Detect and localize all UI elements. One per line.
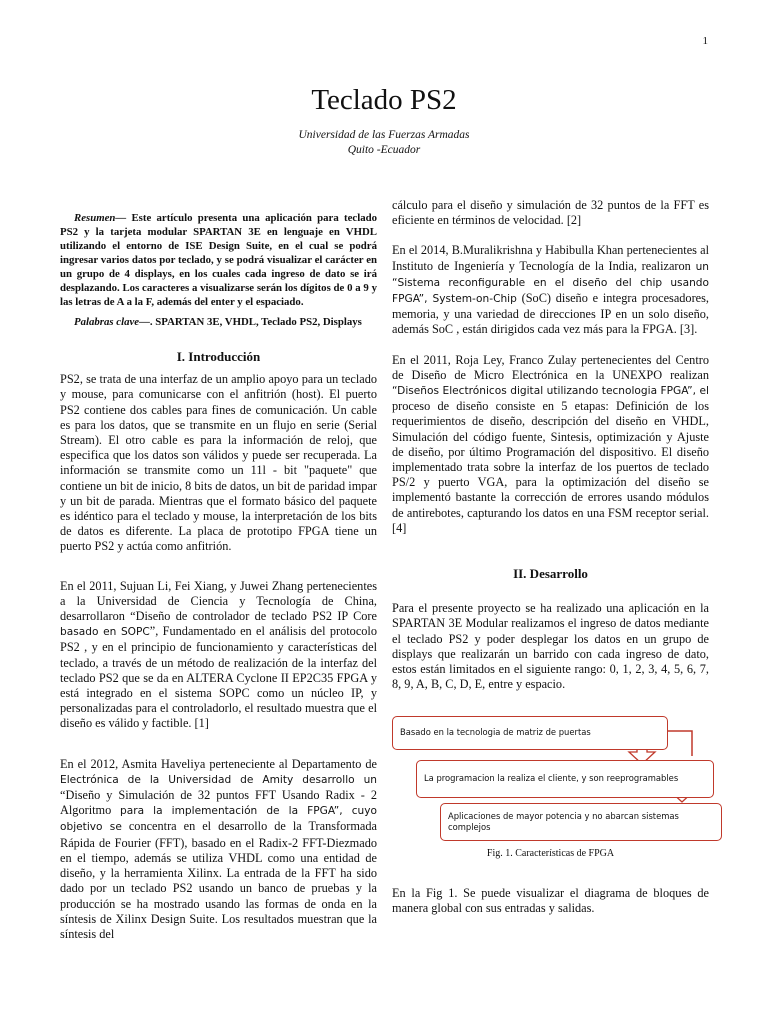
right-paragraph-2 — [392, 243, 709, 337]
intro-p2-text-b: basado en SOPC — [60, 626, 150, 639]
desarrollo-paragraph-2-wrap — [392, 886, 709, 916]
keywords — [60, 315, 377, 329]
page-number: 1 — [702, 35, 708, 47]
intro-paragraph-1: PS2, se trata de una interfaz de un amplio apoyo para un teclado y mouse, para comunicarse con el anfitrión (host). El puerto PS2 contiene dos cables para fines de comunicación. Un cable es para los datos, que se transmite en un flujo en serie (Serial Stream). El otro cable es para la información de reloj, que especifica que los datos son válidos y puede ser recuperada. La información se transmite como un 11l - bit "paquete" que contiene un bit de inicio, 8 bits de datos, un bit de paridad impar y un bit de parada. Mientras que el formato básico del paquete es idéntico para el teclado y mouse, la interpretación de los bits de datos es diferente. La placa de prototipo FPGA tiene un puerto PS2 y actúa como anfitrión. — [60, 372, 377, 554]
right-p2-text-c: (SoC) diseño e integra procesadores, memoria, y una variedad de direcciones IP en un solo diseño, además SoC , están dirigidos cada vez más para la FPGA. [3]. — [392, 291, 709, 337]
left-column — [60, 211, 377, 942]
intro-paragraph-2 — [60, 579, 377, 732]
intro-p3-text-a: En el 2012, Asmita Haveliya perteneciente al Departamento de — [60, 756, 377, 771]
affiliation-line-2: Quito -Ecuador — [347, 144, 421, 156]
abstract-label: Resumen— — [74, 212, 127, 224]
intro-paragraph-3 — [60, 757, 377, 942]
intro-p2-text-a: En el 2011, Sujuan Li, Fei Xiang, y Juwei Zhang pertenecientes a la Universidad de Ciencia y Tecnología de China, desarrollaron “Diseño de controlador de teclado PS2 IP Core — [60, 578, 377, 624]
keywords-label: Palabras clave— — [74, 316, 150, 328]
abstract-text: Este artículo presenta una aplicación para teclado PS2 y la tarjeta modular SPARTAN 3E en lenguaje en VHDL utilizando el entorno de ISE Design Suite, en el cual se podrá ingresar varios datos por teclado, y se podrá visualizar el carácter en un grupo de 4 displays, en los cuales cada ingreso de dato se irá desplazando. Los caracteres a visualizarse serán los dígitos de 0 a 9 y las letras de A a la F, además del enter y el espaciado. — [60, 212, 377, 308]
section-heading-desarrollo: II. Desarrollo — [513, 566, 588, 582]
right-paragraph-3 — [392, 353, 709, 536]
intro-p3-text-b: Electrónica de la Universidad de Amity desarrollo un — [60, 773, 377, 786]
right-p2-text-a: En el 2014, B.Muralikrishna y Habibulla Khan pertenecientes al Instituto de Ingeniería y Tecnología de la India, realizaron — [392, 243, 709, 273]
intro-p2-text-c: ”, Fundamentado en el análisis del protocolo PS2 , y en el principio de funcionamiento y características del teclado, a través de un método de realización de la interfaz del teclado PS2 que se da en ALTERA Cyclone II EP2C35 FPGA y está integrado en el sistema SOPC como un núcleo IP, y personalizadas para el controladorlo, el resultado muestra que el diseño es válido y factible. [1] — [60, 624, 377, 731]
right-p3-text-c: proceso de diseño consiste en 5 etapas: Definición de los requerimientos de diseño, descripción del diseño en VHDL, Simulación del código fuente, Sintesis, optimización y Ajuste de diseño, por último Programación del dispositivo. El diseño implementado trata sobre la interfaz de los puertos de teclado PS/2 y puerto VGA, para la optimización del diseño se implementó bastante la corrección de errores usando módulos de antirebotes, capturando los datos en una FSM receptor serial. [4] — [392, 399, 709, 535]
right-paragraph-1: cálculo para el diseño y simulación de 32 puntos de la FFT es eficiente en términos de velocidad. [2] — [392, 198, 709, 228]
section-heading-intro: I. Introducción — [176, 349, 261, 364]
right-p3-text-b: “Diseños Electrónicos digital utilizando tecnologia FPGA”, el — [392, 385, 709, 398]
desarrollo-paragraph-2: En la Fig 1. Se puede visualizar el diagrama de bloques de manera global con sus entradas y salidas. — [392, 886, 709, 916]
affiliation — [0, 128, 768, 158]
intro-p3-text-d: para la implementación de la FPGA”, cuyo objetivo se — [60, 805, 377, 834]
keywords-text: . SPARTAN 3E, VHDL, Teclado PS2, Displays — [149, 316, 362, 328]
paper-title: Teclado PS2 — [311, 84, 457, 116]
right-p2-text-b: un “Sistema reconfigurable en el diseño del chip usando FPGA”, System-on-Chip — [392, 260, 709, 306]
desarrollo-paragraph-1: Para el presente proyecto se ha realizado una aplicación en la SPARTAN 3E Modular realizamos el ingreso de datos mediante el teclado PS2 y poder desplegar los datos en un grupo de displays que realizarán un barrido con cada ingreso de dato, estos están limitados en el siguiente rango: 0, 1, 2, 3, 4, 5, 6, 7, 8, 9, A, B, C, D, E, entre y espacio. — [392, 601, 709, 692]
right-p3-text-a: En el 2011, Roja Ley, Franco Zulay pertenecientes del Centro de Diseño de Micro Electrónica en la UNEXPO realizan — [392, 352, 709, 382]
right-column — [392, 198, 709, 692]
intro-p3-text-e: concentra en el desarrollo de la Transformada Rápida de Fourier (FFT), basado en el Radix-2 FFT-Diezmado en el tiempo, además se utiliza VHDL como una entidad de diseño, y la herramienta Xilinx. La entrada de la FFT ha sido dado por un teclado PS2 usando un banco de pruebas y la producción se ha mostrado usando las formas de onda en la síntesis de Xilinx Design Suite. Los resultados muestran que la síntesis del — [60, 819, 377, 941]
abstract — [60, 211, 377, 309]
figure-caption: Fig. 1. Características de FPGA — [486, 848, 615, 859]
affiliation-line-1: Universidad de las Fuerzas Armadas — [298, 129, 470, 141]
intro-p3-text-c: “Diseño y Simulación de 32 puntos FFT Usando Radix - 2 Algoritmo — [60, 788, 377, 818]
figure-box-3: Aplicaciones de mayor potencia y no abarcan sistemas complejos — [440, 803, 722, 841]
figure-box-2: La programacion la realiza el cliente, y son reeprogramables — [416, 760, 714, 798]
figure-box-1: Basado en la tecnologia de matriz de puertas — [392, 716, 668, 750]
